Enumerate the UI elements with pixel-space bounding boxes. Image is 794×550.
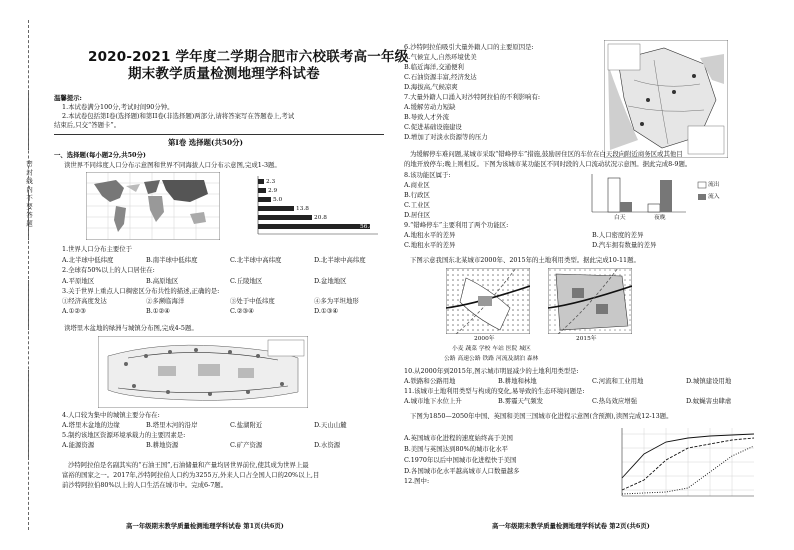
q3-item-3: ③处于中低纬度 [230,297,275,305]
school-field [14,90,29,150]
q9-option-a[interactable]: A.地租水平的差异 [404,231,456,239]
q3-option-c[interactable]: C.②③④ [230,307,254,315]
q6-stem: 6.沙特阿拉伯吸引大量外籍人口的主要原因是: [404,43,534,51]
passage-8-9-line1: 为缓解停车难问题,某城市采取“错峰停车”措施,鼓励居住区的车位在白天段向附近商务区或其他目 [410,150,683,158]
flow-legend-in: 流入 [708,194,720,200]
q7-option-c[interactable]: C.促进基础设施建设 [404,123,462,131]
q7-stem: 7.大量外籍人口涌入对沙特阿拉伯的不利影响有: [404,93,541,101]
passage-6-7-line1: 沙特阿拉伯是名副其实的“石油王国”,石油储量和产量均居世界前位,使其成为世界上最 [68,461,309,469]
altitude-population-chart [232,174,380,236]
q1-option-a[interactable]: A.北半球中低纬度 [62,256,114,264]
seal-line-text: 密 封 线 内 不 要 答 题 [25,160,33,227]
q10-option-b[interactable]: B.耕地和林地 [498,377,537,385]
q4-option-d[interactable]: D.天山山麓 [314,421,347,429]
q3-item-1: ①经济高度发达 [62,297,107,305]
land-use-map-2015 [548,268,632,334]
q10-option-c[interactable]: C.河流和工业用地 [592,377,644,385]
q9-option-c[interactable]: C.地租水平的差异 [404,241,456,249]
section-choice-title: 一、选择题(每小题2分,共50分) [54,151,146,159]
q8-stem: 8.该功能区属于: [404,171,451,179]
tarim-basin-map [98,336,308,408]
notice-line3: 结束后,只交“答题卡”。 [54,121,121,129]
q11-option-a[interactable]: A.城市地下水位上升 [404,397,462,405]
q9-option-d[interactable]: D.汽车拥有数量的差异 [592,241,657,249]
q6-option-d[interactable]: D.海拔高,气候凉爽 [404,83,458,91]
q2-stem: 2.全球有50%以上的人口居住在: [62,266,155,274]
land-use-label-2000: 2000年 [474,336,495,342]
flow-x-day: 白天 [614,215,626,221]
q10-option-d[interactable]: D.城镇建设用地 [686,377,732,385]
intro-q1-3: 读世界不同纬度人口分布示意图和世界不同海拔人口分布示意图,完成1-3题。 [64,161,281,169]
altitude-val-4: 13.8 [296,206,309,212]
intro-q12-13: 下图为1850—2050年中国、英国和美国三国城市化进程示意图(含预测),读图完成12-13题。 [410,412,673,420]
q6-option-c[interactable]: C.石油资源丰富,经济发达 [404,73,477,81]
q8-option-b[interactable]: B.行政区 [404,191,430,199]
q5-stem: 5.制约该地区资源环境承载力的主要因素是: [62,431,186,439]
q3-item-4: ④多为平坦地形 [314,297,359,305]
q7-option-b[interactable]: B.导致人才外流 [404,113,450,121]
q3-option-b[interactable]: B.①②④ [146,307,170,315]
q5-option-a[interactable]: A.能源资源 [62,441,95,449]
q4-option-a[interactable]: A.塔里木盆地的边缘 [62,421,120,429]
notice-divider [54,134,384,135]
q11-option-d[interactable]: D.蚊蝇害虫肆虐 [686,397,732,405]
saudi-arabia-map [604,40,728,158]
q4-option-b[interactable]: B.塔里木河的沿岸 [146,421,198,429]
altitude-val-3: 5.0 [273,197,283,203]
urbanization-chart [608,424,758,504]
q5-option-b[interactable]: B.耕地资源 [146,441,179,449]
q3-item-2: ②多濒临海洋 [146,297,185,305]
q2-option-a[interactable]: A.平原地区 [62,277,95,285]
intro-q10-11: 下图示意我国东北某城市2000年、2015年的土地利用类型。据此完成10-11题。 [410,256,640,264]
q3-option-d[interactable]: D.①③④ [314,307,339,315]
q2-option-c[interactable]: C.丘陵地区 [230,277,263,285]
part1-title: 第Ⅰ卷 选择题(共50分) [168,138,244,147]
world-latitude-map [86,172,220,240]
q4-stem: 4.人口较为集中的城镇主要分布在: [62,411,160,419]
name-field [14,280,29,330]
q11-stem: 11.该城市土地利用类型与构成的变化,易导致的生态环境问题是: [404,387,585,395]
q1-stem: 1.世界人口分布主要位于 [62,245,133,253]
notice-line1: 1.本试卷满分100分,考试时间90分钟。 [62,103,174,111]
q7-option-d[interactable]: D.增加了对淡水资源等的压力 [404,133,488,141]
q5-option-c[interactable]: C.矿产资源 [230,441,263,449]
q12-option-a[interactable]: A.英国城市化进程的速度始终高于美国 [404,434,513,442]
q11-option-b[interactable]: B.雾霾天气频发 [498,397,544,405]
binding-sidebar [6,0,34,550]
footer-left: 高一年级期末教学质量检测地理学科试卷 第1页(共6页) [126,522,284,530]
passage-6-7-line3: 前沙特阿拉伯80%以上的人口生活在城市中。完成6-7题。 [62,481,228,489]
land-use-legend-row2: 公路 高速公路 铁路 河流及湖泊 森林 [444,356,539,362]
q12-option-d[interactable]: D.各国城市化水平越高城市人口数量越多 [404,467,520,475]
land-use-map-2000 [446,268,530,334]
q1-option-b[interactable]: B.南半球中低纬度 [146,256,198,264]
q8-option-a[interactable]: A.商业区 [404,181,430,189]
seal-dashed-line [28,20,29,530]
q10-option-a[interactable]: A.铁路和公路用地 [404,377,456,385]
q1-option-c[interactable]: C.北半球中高纬度 [230,256,282,264]
flow-legend-out: 流出 [708,182,720,188]
q6-option-a[interactable]: A.气候宜人,自然环境优美 [404,53,477,61]
q7-option-a[interactable]: A.缓解劳动力短缺 [404,103,456,111]
notice-line2: 2.本试卷包括第I卷(选择题)和第II卷(非选择题)两部分,请将答案写在答题卷上,考试 [62,112,295,120]
q10-stem: 10.从2000年到2015年,图示城市明显减少的土地利用类型是: [404,367,579,375]
q8-option-d[interactable]: D.居住区 [404,211,431,219]
notice-title: 温馨提示: [54,94,82,102]
q3-option-a[interactable]: A.①②③ [62,307,86,315]
q12-option-b[interactable]: B.美国与英国达到80%的城市化水平 [404,445,509,453]
exam-title-line2: 期末教学质量检测地理学科试卷 [128,66,320,82]
q9-stem: 9.“错峰停车”主要利用了两个功能区: [404,221,509,229]
q6-option-b[interactable]: B.临近海洋,交通便利 [404,63,464,71]
altitude-val-1: 2.3 [266,179,276,185]
population-flow-chart [586,172,736,222]
passage-8-9-line2: 的地开放停车;晚上则相反。下图为该城市某功能区不同时段的人口流动状况示意图。据此完成8-9题。 [404,160,692,168]
q5-option-d[interactable]: D.水资源 [314,441,341,449]
q9-option-b[interactable]: B.人口密度的差异 [592,231,644,239]
q8-option-c[interactable]: C.工业区 [404,201,430,209]
q3-stem: 3.关于世界上重点人口稠密区分布共性的描述,正确的是: [62,287,220,295]
q11-option-c[interactable]: C.热岛效应增强 [592,397,638,405]
altitude-val-5: 20.8 [314,215,327,221]
q2-option-d[interactable]: D.盆地地区 [314,277,347,285]
altitude-val-6: 56.8 [360,224,373,230]
altitude-val-2: 2.9 [268,188,278,194]
footer-right: 高一年级期末教学质量检测地理学科试卷 第2页(共6页) [492,522,650,530]
exam-title-line1: 2020-2021 学年度二学期合肥市六校联考高一年级 [88,49,409,65]
q12-stem: 12.图中: [404,477,430,485]
land-use-legend-row1: 小麦 蔬菜 学校 车站 医院 城区 [452,346,531,352]
intro-q4-5: 读塔里木盆地的绿洲与城镇分布图,完成4-5题。 [64,324,198,332]
passage-6-7-line2: 富裕的国家之一。2017年,沙特阿拉伯人口约为3255万,外来人口占全国人口的20%以上,目 [62,471,320,479]
q12-option-c[interactable]: C.1970年以后中国城市化进程快于美国 [404,456,517,464]
q2-option-b[interactable]: B.高原地区 [146,277,179,285]
land-use-label-2015: 2015年 [576,336,597,342]
q4-option-c[interactable]: C.盐湖附近 [230,421,263,429]
q1-option-d[interactable]: D.北半球中高纬度 [314,256,366,264]
flow-x-night: 夜晚 [654,215,666,221]
exam-no-field [14,370,29,460]
